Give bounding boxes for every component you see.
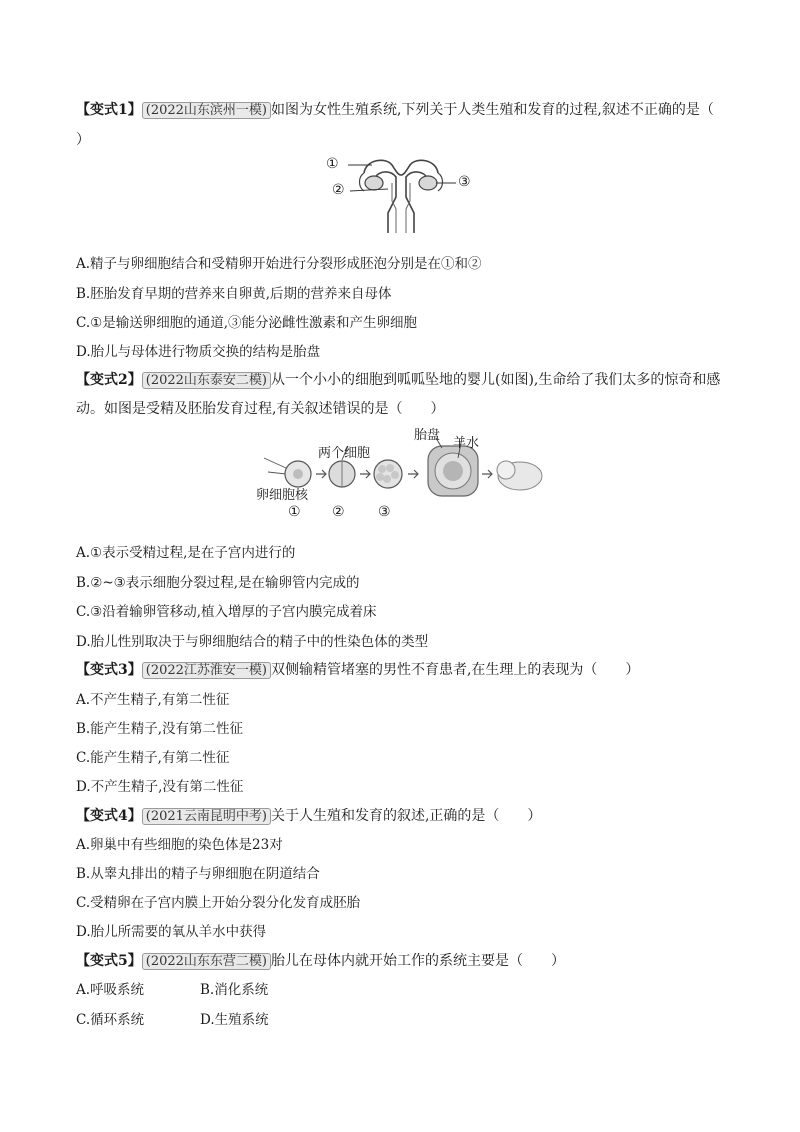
question-4-option-d[interactable]: D.胎儿所需要的氧从羊水中获得 <box>76 924 267 940</box>
question-1-option-b[interactable]: B.胚胎发育早期的营养来自卵黄,后期的营养来自母体 <box>76 286 392 302</box>
figure2-label-1: ① <box>288 504 301 520</box>
figure2-label-3: ③ <box>378 504 391 520</box>
figure2-label-amniotic: 羊水 <box>453 436 480 451</box>
question-5-source: (2022山东东营二模) <box>142 953 271 970</box>
question-1-stem-cont: ） <box>76 132 90 148</box>
question-5-option-b[interactable]: B.消化系统 <box>200 982 269 998</box>
question-1-stem <box>76 100 714 121</box>
question-4-source: (2021云南昆明中考) <box>142 808 271 825</box>
question-4-text: 关于人生殖和发育的叙述,正确的是（ ） <box>270 808 542 824</box>
figure1-label-3: ③ <box>458 174 471 190</box>
question-3-option-a[interactable]: A.不产生精子,有第二性征 <box>76 692 230 708</box>
question-2-option-c[interactable]: C.③沿着输卵管移动,植入增厚的子宫内膜完成着床 <box>76 604 377 620</box>
question-2-head: 【变式2】 <box>76 372 142 388</box>
question-1-head: 【变式1】 <box>76 102 142 118</box>
figure1-label-2: ② <box>332 182 345 198</box>
question-2-option-a[interactable]: A.①表示受精过程,是在子宫内进行的 <box>76 545 296 561</box>
question-4-option-c[interactable]: C.受精卵在子宫内膜上开始分裂分化发育成胚胎 <box>76 895 361 911</box>
question-5-stem <box>76 951 565 972</box>
question-4-stem <box>76 806 541 827</box>
embryo-development-figure <box>256 424 546 524</box>
question-4-option-b[interactable]: B.从睾丸排出的精子与卵细胞在阴道结合 <box>76 866 320 882</box>
question-5-option-c[interactable]: C.循环系统 <box>76 1012 145 1028</box>
question-1-source: (2022山东滨州一模) <box>142 102 271 119</box>
question-5-text: 胎儿在母体内就开始工作的系统主要是（ ） <box>270 953 565 969</box>
figure2-label-2: ② <box>332 504 345 520</box>
question-3-source: (2022江苏淮安一模) <box>142 662 271 679</box>
question-3-head: 【变式3】 <box>76 662 142 678</box>
question-2-stem <box>76 370 720 391</box>
figure2-label-egg-nucleus: 卵细胞核 <box>256 488 309 503</box>
question-5-option-a[interactable]: A.呼吸系统 <box>76 982 145 998</box>
question-1-option-c[interactable]: C.①是输送卵细胞的通道,③能分泌雌性激素和产生卵细胞 <box>76 315 418 331</box>
question-1-text: 如图为女性生殖系统,下列关于人类生殖和发育的过程,叙述不正确的是（ <box>270 102 714 118</box>
figure1-label-1: ① <box>326 156 339 172</box>
question-3-option-d[interactable]: D.不产生精子,没有第二性征 <box>76 779 244 795</box>
figure2-label-two-cells: 两个细胞 <box>318 446 371 461</box>
question-4-option-a[interactable]: A.卵巢中有些细胞的染色体是23对 <box>76 837 283 853</box>
question-1-option-a[interactable]: A.精子与卵细胞结合和受精卵开始进行分裂形成胚泡分别是在①和② <box>76 256 482 272</box>
question-5-option-d[interactable]: D.生殖系统 <box>200 1012 269 1028</box>
question-2-option-b[interactable]: B.②~③表示细胞分裂过程,是在输卵管内完成的 <box>76 575 360 591</box>
question-4-head: 【变式4】 <box>76 808 142 824</box>
question-2-option-d[interactable]: D.胎儿性别取决于与卵细胞结合的精子中的性染色体的类型 <box>76 634 429 650</box>
question-3-option-b[interactable]: B.能产生精子,没有第二性征 <box>76 721 244 737</box>
question-3-option-c[interactable]: C.能产生精子,有第二性征 <box>76 750 230 766</box>
figure2-label-placenta: 胎盘 <box>414 428 441 443</box>
question-3-stem <box>76 660 639 681</box>
question-3-text: 双侧输精管堵塞的男性不育患者,在生理上的表现为（ ） <box>270 662 640 678</box>
question-1-option-d[interactable]: D.胎儿与母体进行物质交换的结构是胎盘 <box>76 344 321 360</box>
question-2-stem-cont: 动。如图是受精及胚胎发育过程,有关叙述错误的是（ ） <box>76 401 445 417</box>
question-2-source: (2022山东泰安二模) <box>142 372 271 389</box>
question-5-head: 【变式5】 <box>76 953 142 969</box>
female-reproductive-system-figure <box>326 153 476 235</box>
question-2-text: 从一个小小的细胞到呱呱坠地的婴儿(如图),生命给了我们太多的惊奇和感 <box>270 372 721 388</box>
